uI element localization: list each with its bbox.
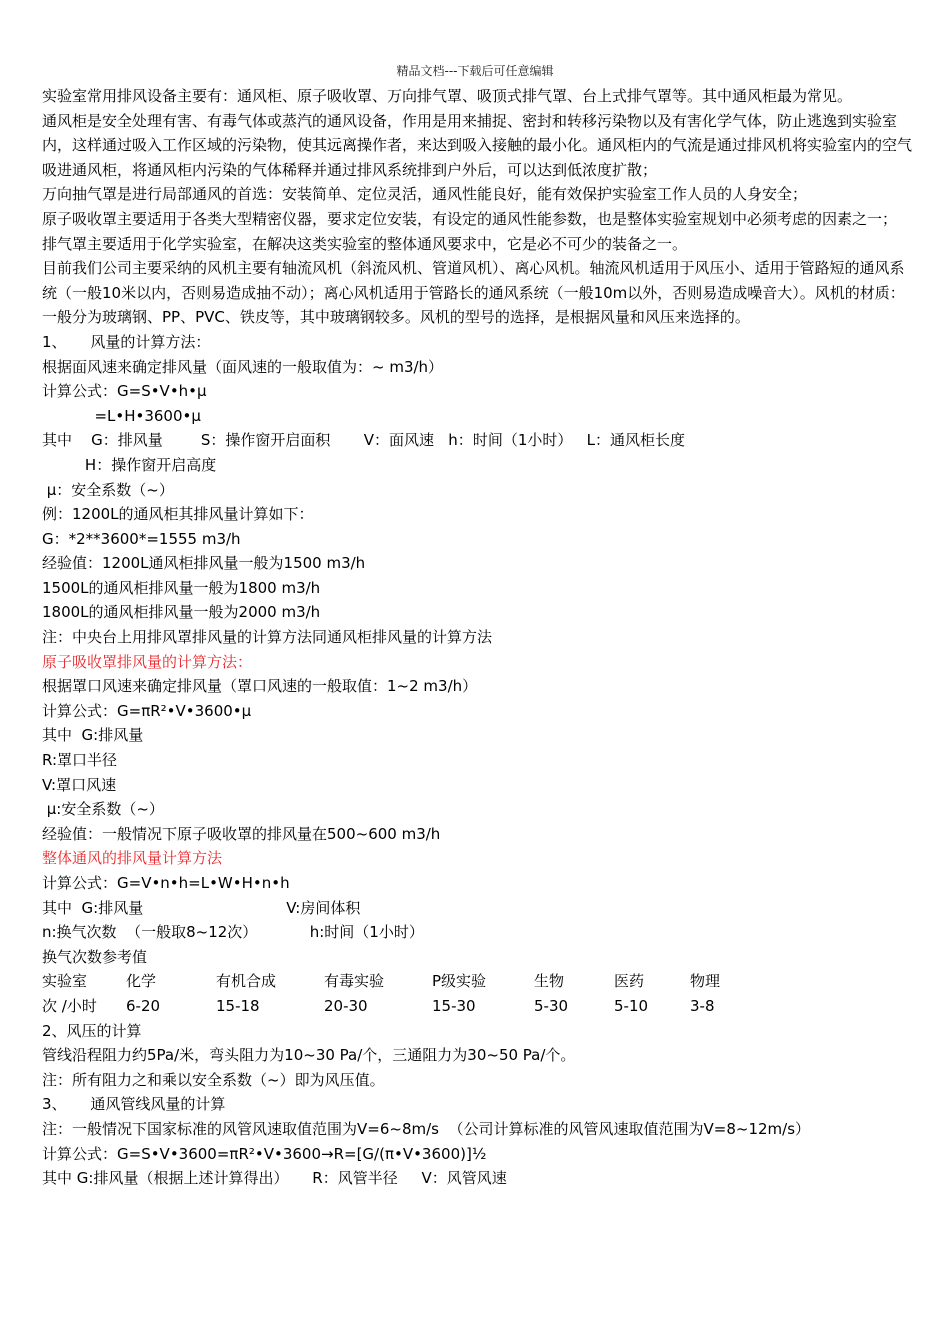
- table-cell: 生物: [534, 972, 565, 991]
- table-cell: 5-10: [614, 996, 649, 1015]
- table-cell: 5-30: [534, 996, 569, 1015]
- fume-hood-paragraph: 通风柜是安全处理有害、有毒气体或蒸汽的通风设备，作用是用来捕捉、密封和转移污染物以及有害化学气体，防止逃逸到实验室内，这样通过吸入工作区域的污染物，使其远离操作者，来达到吸入接触的最小化。通风柜内的气流是通过排风机将实验室内的空气吸进通风柜，将通风柜内污染的气体稀释并通过排风系统排到户外后，可以达到低浓度扩散；: [42, 111, 913, 179]
- atomic-absorption-title: 原子吸收罩排风量的计算方法：: [42, 652, 253, 671]
- section-3-formula: 计算公式：G=S•V•3600=πR²•V•3600→R=[G/(π•V•3600)]½: [42, 1144, 487, 1163]
- atomic-absorption-experience: 经验值：一般情况下原子吸收罩的排风量在500~600 m3/h: [42, 824, 441, 843]
- fan-paragraph: 目前我们公司主要采纳的风机主要有轴流风机（斜流风机、管道风机）、离心风机。轴流风机适用于风压小、适用于管路短的通风系统（一般10米以内，否则易造成抽不动）；离心风机适用于管路长的通风系统（一般10m以外，否则易造成噪音大）。风机的材质：一般分为玻璃钢、PP、PVC、铁皮等，其中玻璃钢较多。风机的型号的选择，是根据风量和风压来选择的。: [42, 259, 905, 327]
- section-1-example-calc: G：*2**3600*=1555 m3/h: [42, 529, 241, 548]
- section-3-where: 其中 G:排风量（根据上述计算得出） R：风管半径 V：风管风速: [42, 1169, 507, 1188]
- section-1-formula: 计算公式：G=S•V•h•μ: [42, 382, 207, 401]
- section-1-experience-1800: 1800L的通风柜排风量一般为2000 m3/h: [42, 603, 321, 622]
- section-1-title: 1、 风量的计算方法：: [42, 332, 211, 351]
- table-cell: 化学: [126, 972, 157, 991]
- table-cell: 实验室: [42, 972, 88, 991]
- section-1-example: 例：1200L的通风柜其排风量计算如下：: [42, 505, 314, 524]
- table-cell: 15-18: [216, 996, 260, 1015]
- table-cell: 15-30: [432, 996, 476, 1015]
- table-cell: 6-20: [126, 996, 161, 1015]
- exhaust-hood-paragraph: 排气罩主要适用于化学实验室，在解决这类实验室的整体通风要求中，它是必不可少的装备之一。: [42, 234, 688, 253]
- section-1-note: 注：中央台上用排风罩排风量的计算方法同通风柜排风量的计算方法: [42, 628, 493, 647]
- whole-ventilation-formula: 计算公式：G=V•n•h=L•W•H•n•h: [42, 874, 290, 892]
- section-2-title: 2、风压的计算: [42, 1021, 142, 1040]
- table-cell: 医药: [614, 972, 645, 991]
- section-1-where-cont: H：操作窗开启高度: [42, 455, 217, 474]
- atomic-absorption-radius: R:罩口半径: [42, 751, 118, 770]
- table-cell: 3-8: [690, 996, 715, 1015]
- section-1-experience-1200: 经验值：1200L通风柜排风量一般为1500 m3/h: [42, 554, 366, 573]
- section-2-note: 注：所有阻力之和乘以安全系数（~）即为风压值。: [42, 1070, 385, 1089]
- table-cell: 物理: [690, 972, 721, 991]
- air-change-reference-title: 换气次数参考值: [42, 947, 148, 966]
- whole-ventilation-where-cont: n:换气次数 （一般取8~12次） h:时间（1小时）: [42, 923, 424, 942]
- whole-ventilation-where: 其中 G:排风量 V:房间体积: [42, 898, 361, 917]
- table-cell: 20-30: [324, 996, 368, 1015]
- atomic-absorption-safety-factor: μ:安全系数（~）: [42, 800, 164, 819]
- intro-paragraph: 实验室常用排风设备主要有：通风柜、原子吸收罩、万向排气罩、吸顶式排气罩、台上式排气罩等。其中通风柜最为常见。: [42, 87, 853, 105]
- atomic-absorption-velocity: V:罩口风速: [42, 775, 117, 794]
- section-1-where: 其中 G：排风量 S：操作窗开启面积 V：面风速 h：时间（1小时） L：通风柜长度: [42, 431, 686, 450]
- air-change-table-header: [42, 969, 918, 994]
- section-2-resistance: 管线沿程阻力约5Pa/米，弯头阻力为10~30 Pa/个，三通阻力为30~50 Pa/个。: [42, 1046, 576, 1065]
- atomic-absorption-formula: 计算公式：G=πR²•V•3600•μ: [42, 701, 252, 720]
- table-cell: 有毒实验: [324, 972, 385, 991]
- universal-hood-paragraph: 万向抽气罩是进行局部通风的首选：安装简单、定位灵活，通风性能良好，能有效保护实验室工作人员的人身安全；: [42, 185, 808, 204]
- whole-ventilation-title: 整体通风的排风量计算方法: [42, 849, 223, 868]
- section-1-basis: 根据面风速来确定排风量（面风速的一般取值为：~ m3/h）: [42, 357, 444, 376]
- section-3-note: 注：一般情况下国家标准的风管风速取值范围为V=6~8m/s （公司计算标准的风管风速取值范围为V=8~12m/s）: [42, 1119, 811, 1138]
- air-change-table-values: [42, 994, 918, 1019]
- table-cell: 有机合成: [216, 972, 277, 991]
- atomic-absorption-paragraph: 原子吸收罩主要适用于各类大型精密仪器，要求定位安装，有设定的通风性能参数，也是整体实验室规划中必须考虑的因素之一；: [42, 209, 898, 228]
- atomic-absorption-basis: 根据罩口风速来确定排风量（罩口风速的一般取值：1~2 m3/h）: [42, 677, 478, 696]
- section-3-title: 3、 通风管线风量的计算: [42, 1095, 226, 1114]
- table-cell: 次 /小时: [42, 996, 97, 1015]
- section-1-safety-factor: μ：安全系数（~）: [42, 480, 174, 499]
- document-body: [42, 84, 918, 1191]
- page-header: 精品文档---下载后可任意编辑: [396, 64, 554, 78]
- table-cell: P级实验: [432, 972, 487, 991]
- section-1-formula-cont: =L•H•3600•μ: [42, 406, 201, 425]
- section-1-experience-1500: 1500L的通风柜排风量一般为1800 m3/h: [42, 578, 321, 597]
- atomic-absorption-where: 其中 G:排风量: [42, 726, 144, 745]
